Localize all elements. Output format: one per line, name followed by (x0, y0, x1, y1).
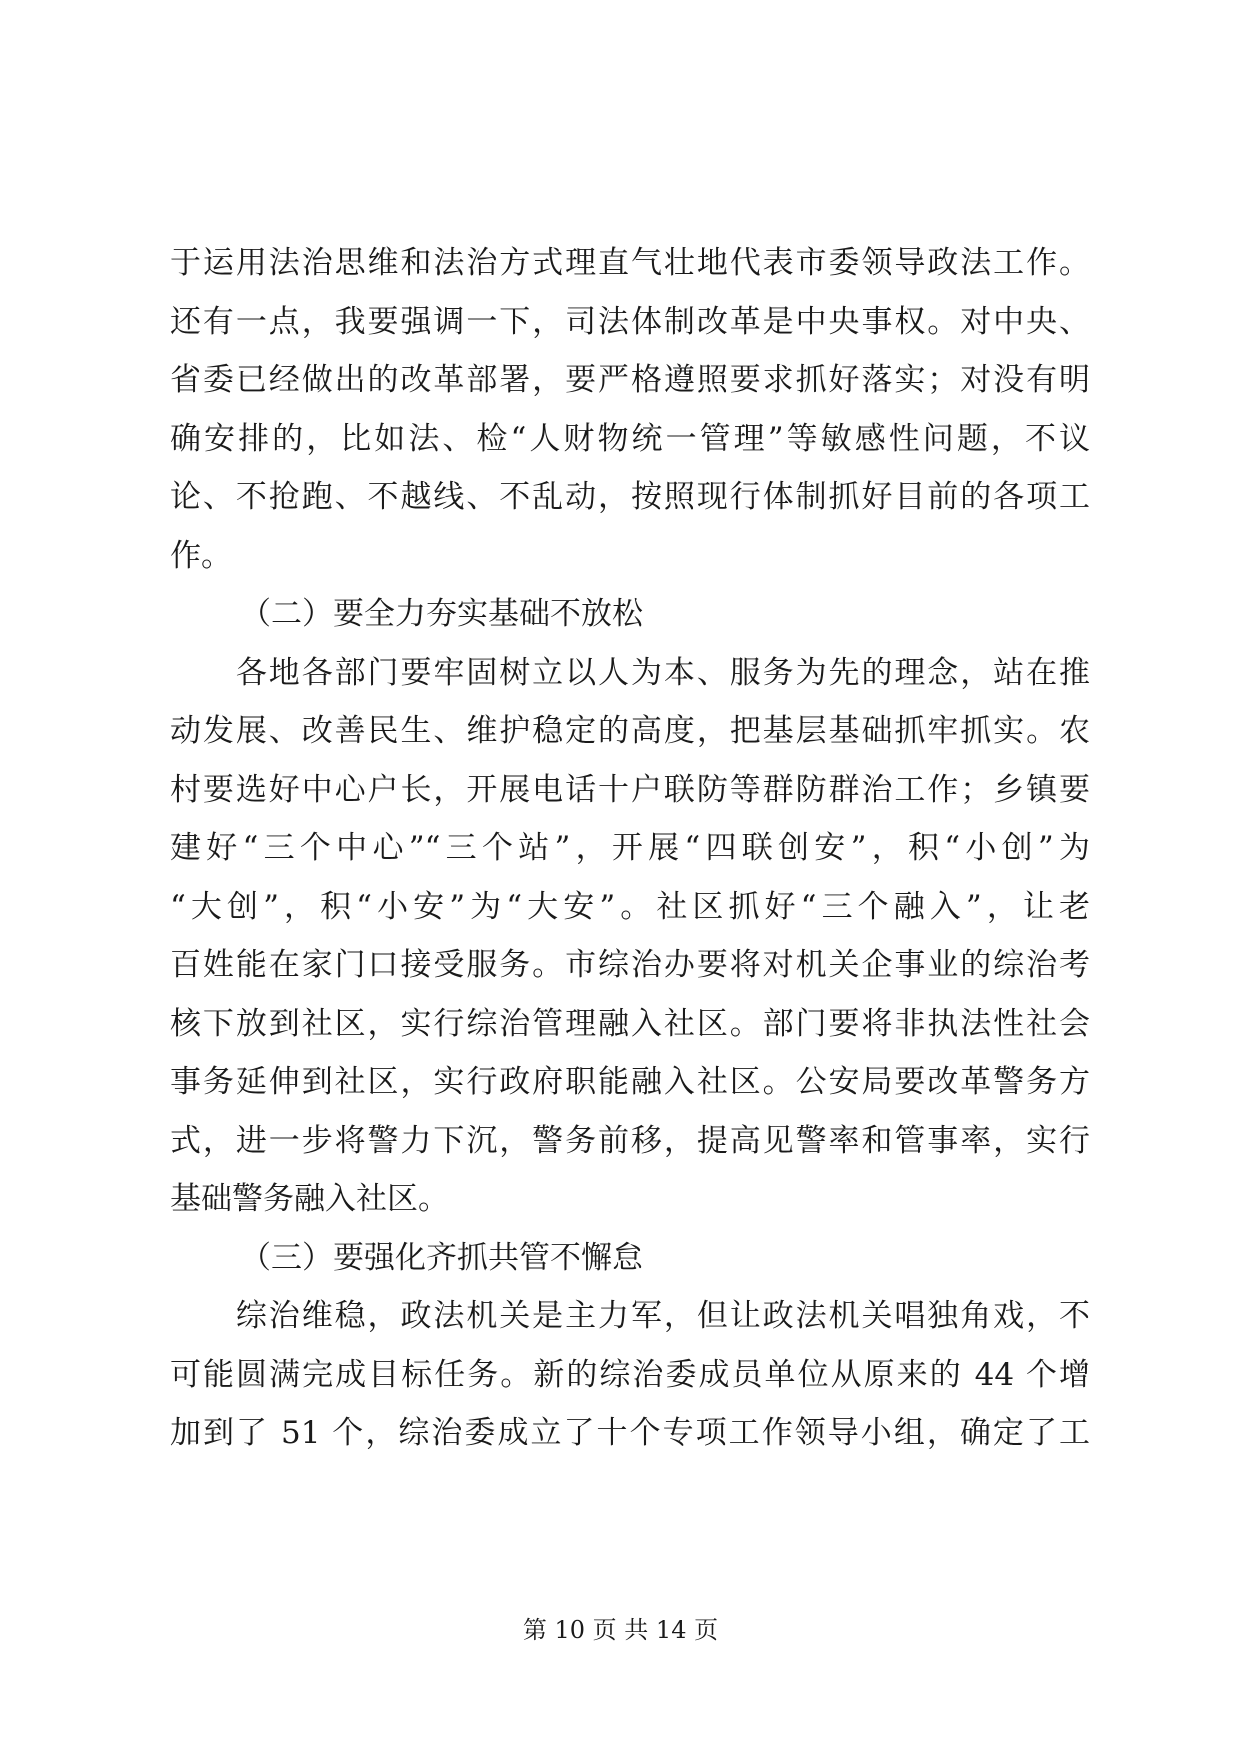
text-line: 作。 (170, 537, 232, 574)
text-line: 确安排的，比如法、检“人财物统一管理”等敏感性问题，不议 (170, 420, 1090, 457)
text-line: 加到了 51 个，综治委成立了十个专项工作领导小组，确定了工 (170, 1415, 1090, 1451)
text-line: 综治维稳，政法机关是主力军，但让政法机关唱独角戏，不 (170, 1298, 1090, 1334)
text-line: 事务延伸到社区，实行政府职能融入社区。公安局要改革警务方 (170, 1064, 1090, 1100)
text-line: 式，进一步将警力下沉，警务前移，提高见警率和管事率，实行 (170, 1122, 1090, 1159)
page-number: 第 10 页 共 14 页 (522, 1616, 719, 1644)
text-line: 论、不抢跑、不越线、不乱动，按照现行体制抓好目前的各项工 (170, 479, 1090, 515)
document-body (170, 234, 1090, 1463)
text-line: 村要选好中心户长，开展电话十户联防等群防群治工作；乡镇要 (170, 771, 1090, 808)
text-line: “大创”，积“小安”为“大安”。社区抓好“三个融入”，让老 (170, 888, 1090, 925)
text-line: 动发展、改善民生、维护稳定的高度，把基层基础抓牢抓实。农 (170, 713, 1090, 749)
text-line: 百姓能在家门口接受服务。市综治办要将对机关企事业的综治考 (170, 947, 1090, 983)
text-line: 各地各部门要牢固树立以人为本、服务为先的理念，站在推 (170, 654, 1090, 691)
text-line: 可能圆满完成目标任务。新的综治委成员单位从原来的 44 个增 (170, 1356, 1090, 1393)
text-line: 基础警务融入社区。 (170, 1181, 449, 1217)
text-line: 建好“三个中心”“三个站”，开展“四联创安”，积“小创”为 (170, 830, 1090, 866)
text-line: 于运用法治思维和法治方式理直气壮地代表市委领导政法工作。 (170, 245, 1090, 281)
section-heading: （二）要全力夯实基础不放松 (240, 596, 643, 632)
text-line: 省委已经做出的改革部署，要严格遵照要求抓好落实；对没有明 (170, 362, 1090, 398)
text-line: 核下放到社区，实行综治管理融入社区。部门要将非执法性社会 (170, 1005, 1090, 1042)
text-line: 还有一点，我要强调一下，司法体制改革是中央事权。对中央、 (170, 303, 1090, 340)
section-heading: （三）要强化齐抓共管不懈怠 (240, 1239, 643, 1276)
